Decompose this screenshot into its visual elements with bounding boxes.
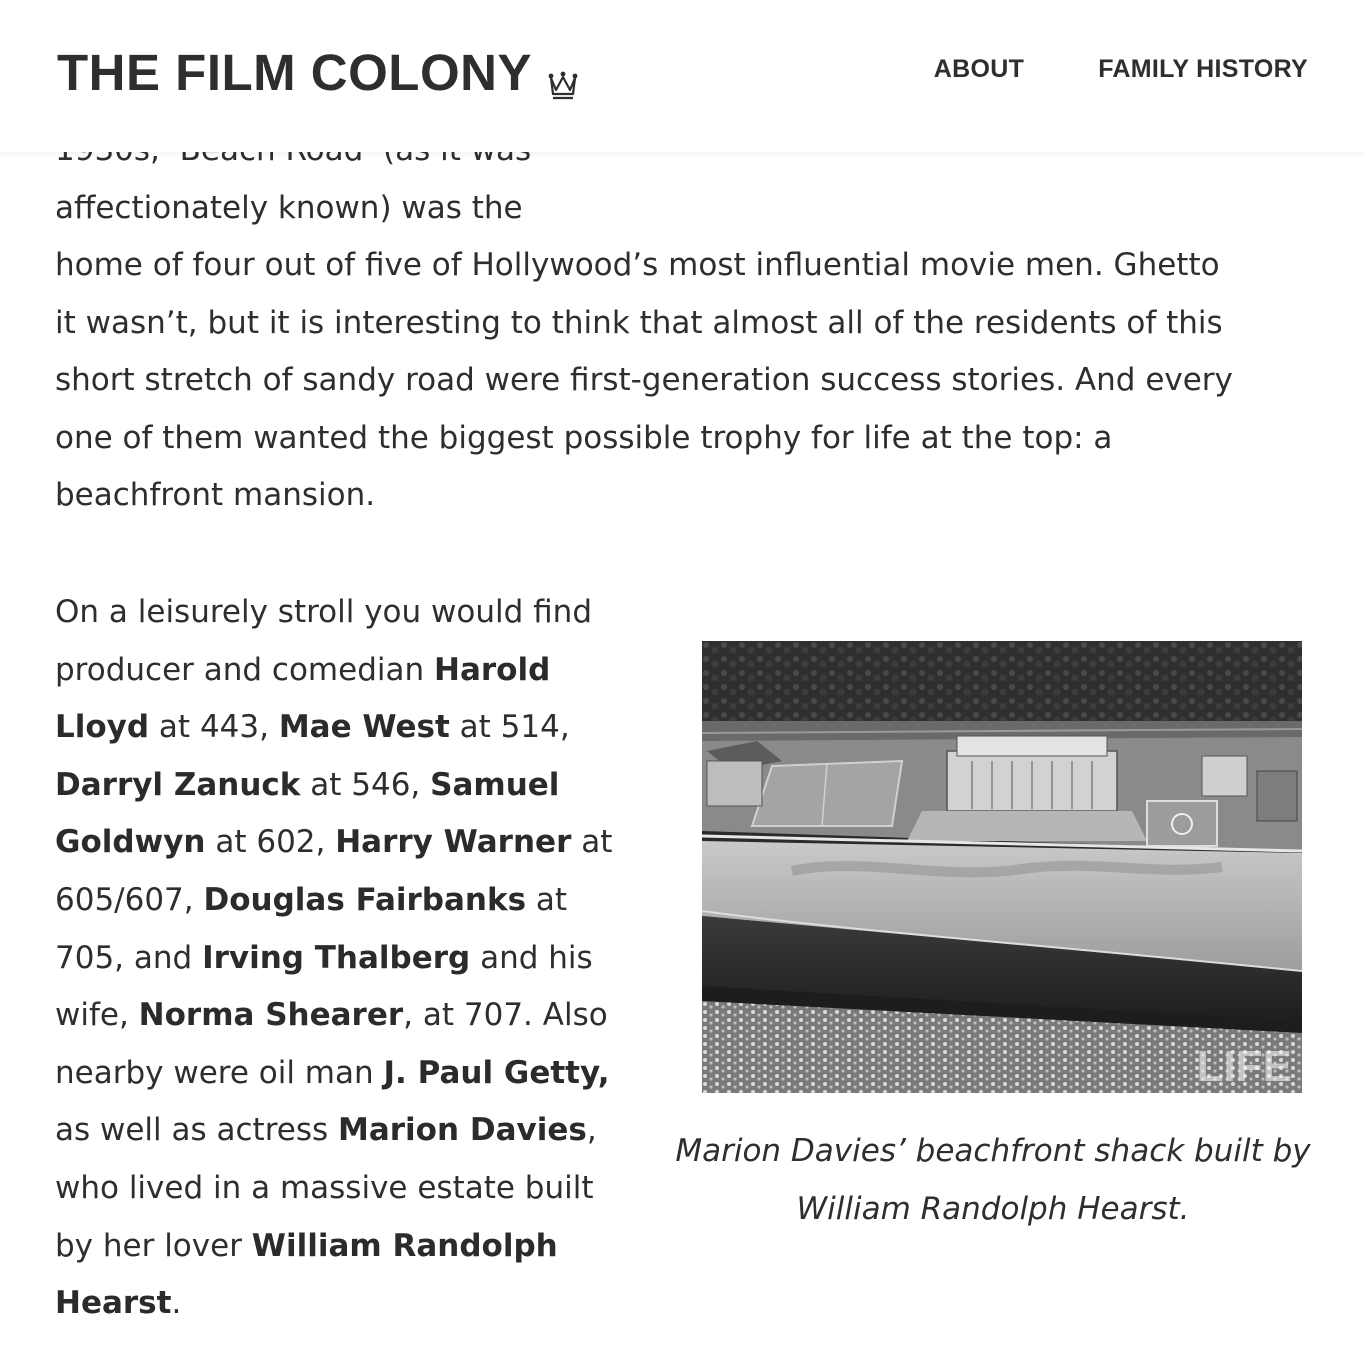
caption-line: Marion Davies’ beachfront shack built by	[675, 1133, 1311, 1169]
crown-icon	[546, 55, 580, 89]
site-header	[0, 0, 1366, 152]
paragraph-text: .	[171, 1285, 182, 1322]
resident-name: Harold Lloyd	[55, 651, 551, 746]
paragraph-text: , at 707. Also nearby were oil man	[55, 997, 608, 1091]
aerial-photo-illustration	[702, 641, 1302, 1093]
resident-name: Marion Davies	[338, 1112, 587, 1149]
paragraph-line: beachfront mansion.	[55, 477, 376, 513]
paragraph-text: at 443,	[149, 709, 279, 746]
paragraph-text: as well as actress	[55, 1112, 338, 1149]
site-title-link[interactable]	[57, 40, 580, 104]
paragraph-text: at 705, and	[55, 881, 568, 976]
article-paragraph-2	[55, 584, 633, 1333]
resident-name: Norma Shearer	[138, 997, 404, 1034]
nav-family-history[interactable]: FAMILY HISTORY	[1098, 55, 1308, 83]
resident-name: Samuel Goldwyn	[55, 766, 560, 861]
caption-line: William Randolph Hearst.	[796, 1191, 1190, 1227]
paragraph-line: one of them wanted the biggest possible trophy for life at the top: a	[55, 419, 1113, 456]
resident-name: J. Paul Getty,	[383, 1054, 610, 1091]
photo-caption	[672, 1122, 1314, 1238]
article-paragraph-1	[55, 100, 1305, 525]
nav-about[interactable]: ABOUT	[933, 55, 1025, 83]
aerial-photo	[702, 641, 1302, 1093]
paragraph-text: at 605/607,	[55, 824, 613, 918]
paragraph-text: at 602,	[205, 824, 336, 861]
site-title: THE FILM COLONY	[57, 43, 532, 101]
paragraph-line: short stretch of sandy road were first-generation success stories. And every	[55, 362, 1233, 398]
paragraph-text: , who lived in a massive estate built by her lover	[55, 1112, 597, 1264]
resident-name: Mae West	[278, 709, 450, 746]
paragraph-line: affectionately known) was the	[55, 189, 523, 226]
resident-name: Harry Warner	[335, 824, 572, 861]
paragraph-text: at 514,	[449, 709, 570, 746]
paragraph-line: it wasn’t, but it is interesting to think that almost all of the residents of this	[55, 304, 1223, 341]
article-body	[55, 100, 1305, 525]
resident-name: Irving Thalberg	[202, 939, 471, 976]
paragraph-text: On a leisurely stroll you would find producer and comedian	[55, 594, 592, 688]
resident-name: William Randolph Hearst	[55, 1227, 558, 1322]
main-nav	[934, 55, 1308, 84]
resident-name: Douglas Fairbanks	[203, 881, 527, 918]
paragraph-line: home of four out of five of Hollywood’s most influential movie men. Ghetto	[55, 247, 1220, 283]
resident-name: Darryl Zanuck	[55, 766, 301, 803]
paragraph-text: at 546,	[300, 766, 431, 803]
paragraph-text: and his wife,	[55, 939, 593, 1034]
life-watermark: LIFE	[1196, 1042, 1292, 1091]
